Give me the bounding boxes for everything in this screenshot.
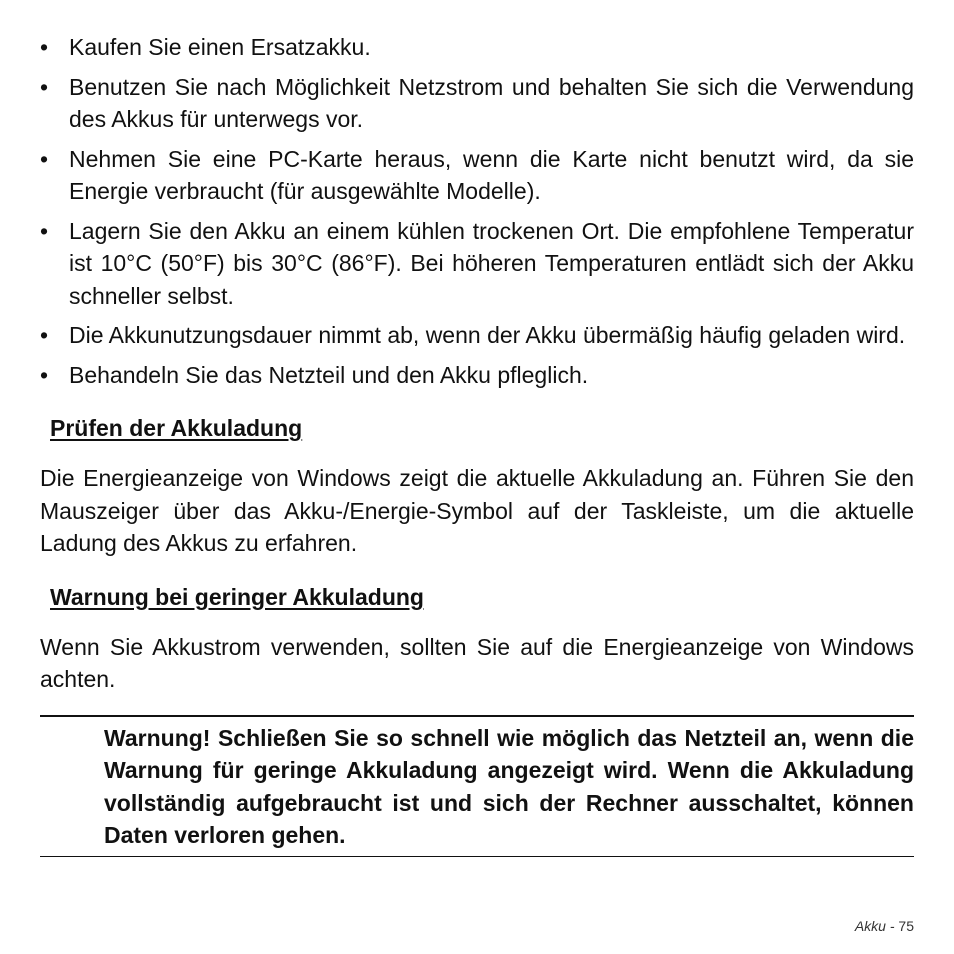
bullet-icon: • (40, 217, 49, 244)
list-item (40, 143, 914, 208)
list-item (40, 319, 914, 352)
list-item (40, 215, 914, 313)
bullet-icon: • (40, 73, 49, 100)
battery-tips-list (40, 31, 914, 391)
list-item-text: Die Akkunutzungsdauer nimmt ab, wenn der Akku übermäßig häufig geladen wird. (69, 322, 906, 348)
warning-text: Warnung! Schließen Sie so schnell wie möglich das Netzteil an, wenn die Warnung für geringe Akkuladung angezeigt wird. Wenn die Akkuladung vollständig aufgebraucht ist und sich der Rechner ausschaltet, können Daten verloren gehen. (104, 724, 914, 848)
list-item-text: Behandeln Sie das Netzteil und den Akku pfleglich. (69, 361, 589, 388)
section-heading-check-charge: Prüfen der Akkuladung (50, 415, 303, 441)
page-content (40, 31, 914, 857)
section-heading-low-battery-warning: Warnung bei geringer Akkuladung (50, 583, 424, 610)
list-item (40, 31, 914, 64)
section-body-check-charge: Die Energieanzeige von Windows zeigt die aktuelle Akkuladung an. Führen Sie den Mauszeiger über das Akku-/Energie-Symbol auf der Taskleiste, um die aktuelle Ladung des Akkus zu erfahren. (40, 465, 914, 556)
footer-chapter: Akku - (854, 918, 895, 934)
warning-box (40, 715, 914, 857)
bullet-icon: • (40, 34, 49, 60)
list-item-text: Benutzen Sie nach Möglichkeit Netzstrom und behalten Sie sich die Verwendung des Akkus für unterwegs vor. (69, 73, 914, 132)
list-item (40, 71, 914, 136)
list-item-text: Nehmen Sie eine PC-Karte heraus, wenn die Karte nicht benutzt wird, da sie Energie verbraucht (für ausgewählte Modelle). (69, 145, 914, 204)
bullet-icon: • (40, 145, 49, 172)
list-item-text: Lagern Sie den Akku an einem kühlen trockenen Ort. Die empfohlene Temperatur ist 10°C (50°F) bis 30°C (86°F). Bei höheren Temperaturen entlädt sich der Akku schneller selbst. (69, 217, 914, 309)
section-body-low-battery-warning: Wenn Sie Akkustrom verwenden, sollten Sie auf die Energieanzeige von Windows achten. (40, 633, 914, 692)
bullet-icon: • (40, 361, 49, 388)
list-item (40, 359, 914, 392)
bullet-icon: • (40, 322, 49, 348)
page-footer (855, 916, 914, 936)
list-item-text: Kaufen Sie einen Ersatzakku. (69, 34, 371, 60)
page-number: 75 (898, 918, 914, 934)
